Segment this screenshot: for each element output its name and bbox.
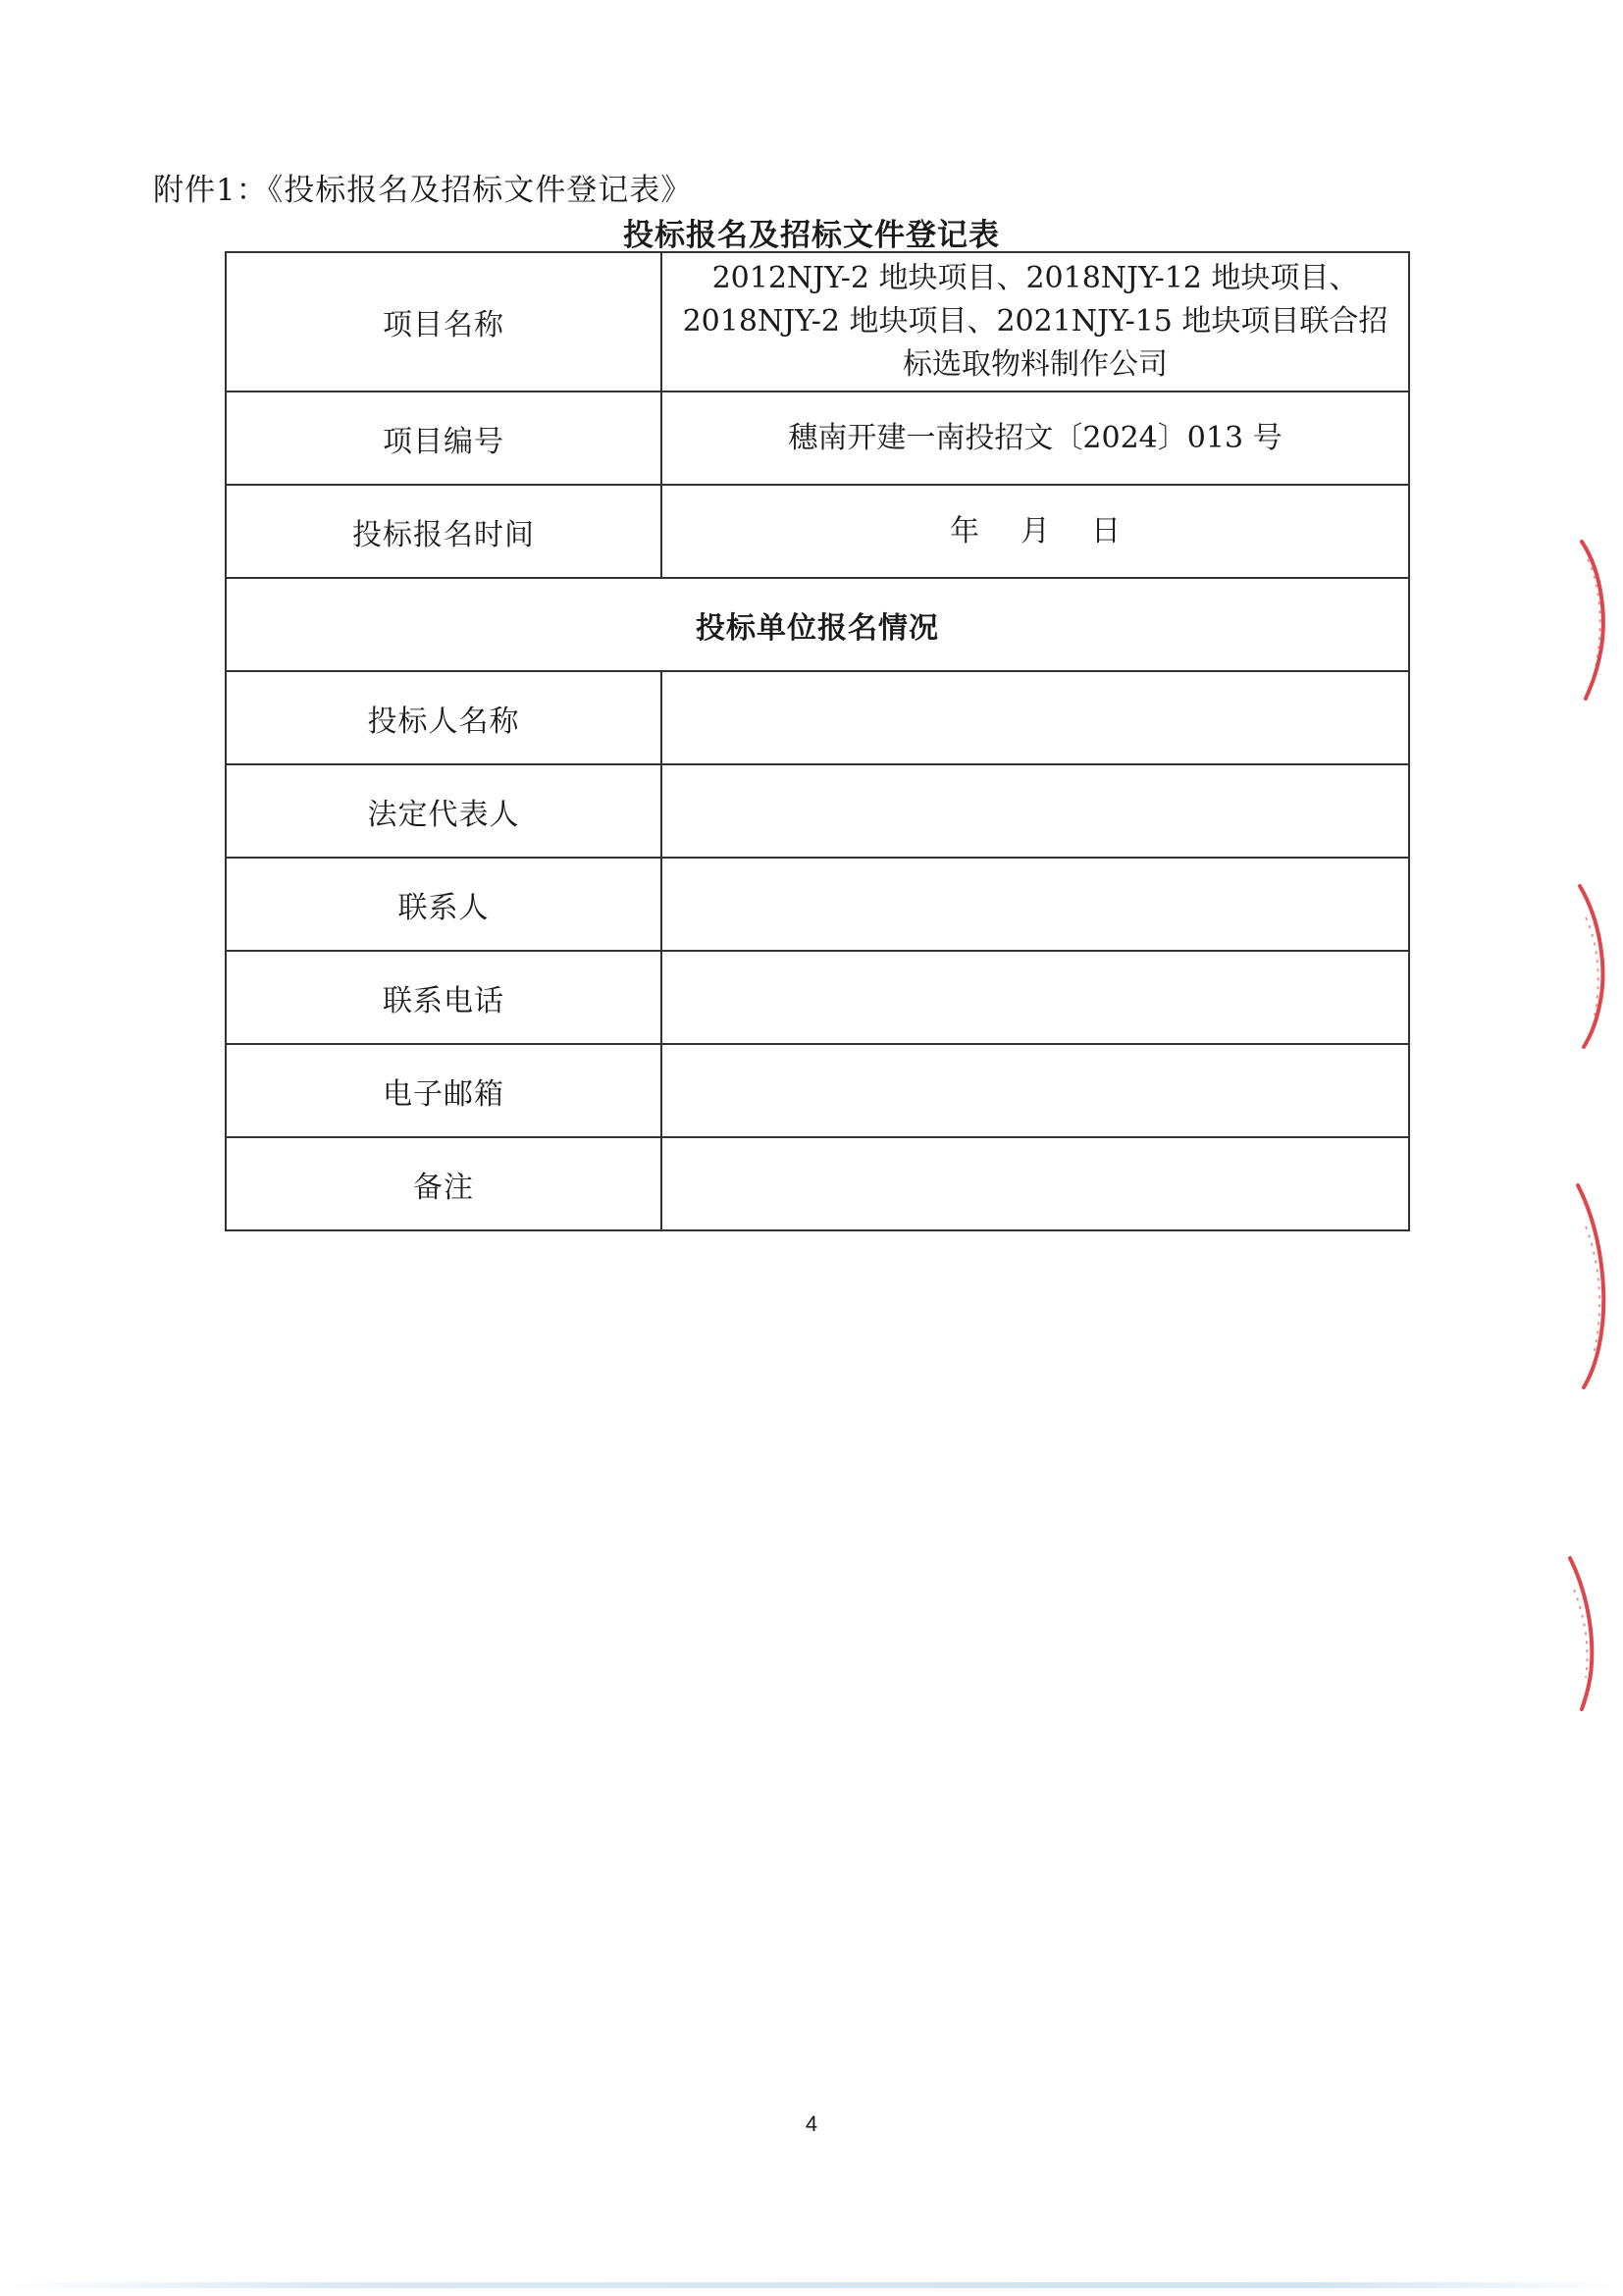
project-name-label: 项目名称 bbox=[226, 252, 661, 391]
bidder-name-label: 投标人名称 bbox=[226, 671, 661, 764]
table-row-email bbox=[226, 1044, 1409, 1137]
seal-stamp-fragment-1 bbox=[1564, 530, 1623, 706]
email-field[interactable] bbox=[661, 1044, 1409, 1137]
seal-stamp-fragment-3 bbox=[1564, 1177, 1623, 1393]
remarks-field[interactable] bbox=[661, 1137, 1409, 1230]
seal-stamp-fragment-4 bbox=[1564, 1550, 1623, 1717]
date-year-label: 年 bbox=[950, 513, 979, 548]
contact-phone-label: 联系电话 bbox=[226, 951, 661, 1044]
bidder-section-title: 投标单位报名情况 bbox=[226, 578, 1409, 671]
project-name-line-2: 2018NJY-2 地块项目、2021NJY-15 地块项目联合招 bbox=[682, 304, 1388, 339]
table-row-project-number bbox=[226, 391, 1409, 485]
date-day-label: 日 bbox=[1091, 513, 1121, 548]
project-name-line-1: 2012NJY-2 地块项目、2018NJY-12 地块项目、 bbox=[711, 261, 1359, 295]
table-row-remarks bbox=[226, 1137, 1409, 1230]
table-row-bidder-name bbox=[226, 671, 1409, 764]
table-row-contact-person bbox=[226, 858, 1409, 951]
table-row-project-name bbox=[226, 252, 1409, 391]
table-row-legal-representative bbox=[226, 764, 1409, 858]
registration-table bbox=[225, 251, 1410, 1231]
contact-person-field[interactable] bbox=[661, 858, 1409, 951]
table-row-registration-time bbox=[226, 485, 1409, 578]
contact-person-label: 联系人 bbox=[226, 858, 661, 951]
scan-edge-line bbox=[0, 2282, 1623, 2288]
contact-phone-field[interactable] bbox=[661, 951, 1409, 1044]
date-month-label: 月 bbox=[1021, 513, 1050, 548]
project-name-value bbox=[661, 252, 1409, 391]
remarks-label: 备注 bbox=[226, 1137, 661, 1230]
email-label: 电子邮箱 bbox=[226, 1044, 661, 1137]
table-row-section-header bbox=[226, 578, 1409, 671]
registration-time-label: 投标报名时间 bbox=[226, 485, 661, 578]
legal-representative-label: 法定代表人 bbox=[226, 764, 661, 858]
attachment-caption: 附件1：《投标报名及招标文件登记表》 bbox=[153, 173, 693, 208]
seal-stamp-fragment-2 bbox=[1564, 878, 1623, 1055]
form-title: 投标报名及招标文件登记表 bbox=[623, 218, 1000, 253]
project-number-label: 项目编号 bbox=[226, 391, 661, 485]
project-name-line-3: 标选取物料制作公司 bbox=[903, 347, 1168, 382]
registration-date-field[interactable] bbox=[661, 485, 1409, 578]
table-row-contact-phone bbox=[226, 951, 1409, 1044]
legal-representative-field[interactable] bbox=[661, 764, 1409, 858]
project-number-value: 穗南开建一南投招文〔2024〕013 号 bbox=[661, 391, 1409, 485]
bidder-name-field[interactable] bbox=[661, 671, 1409, 764]
page-number: 4 bbox=[805, 2112, 818, 2136]
